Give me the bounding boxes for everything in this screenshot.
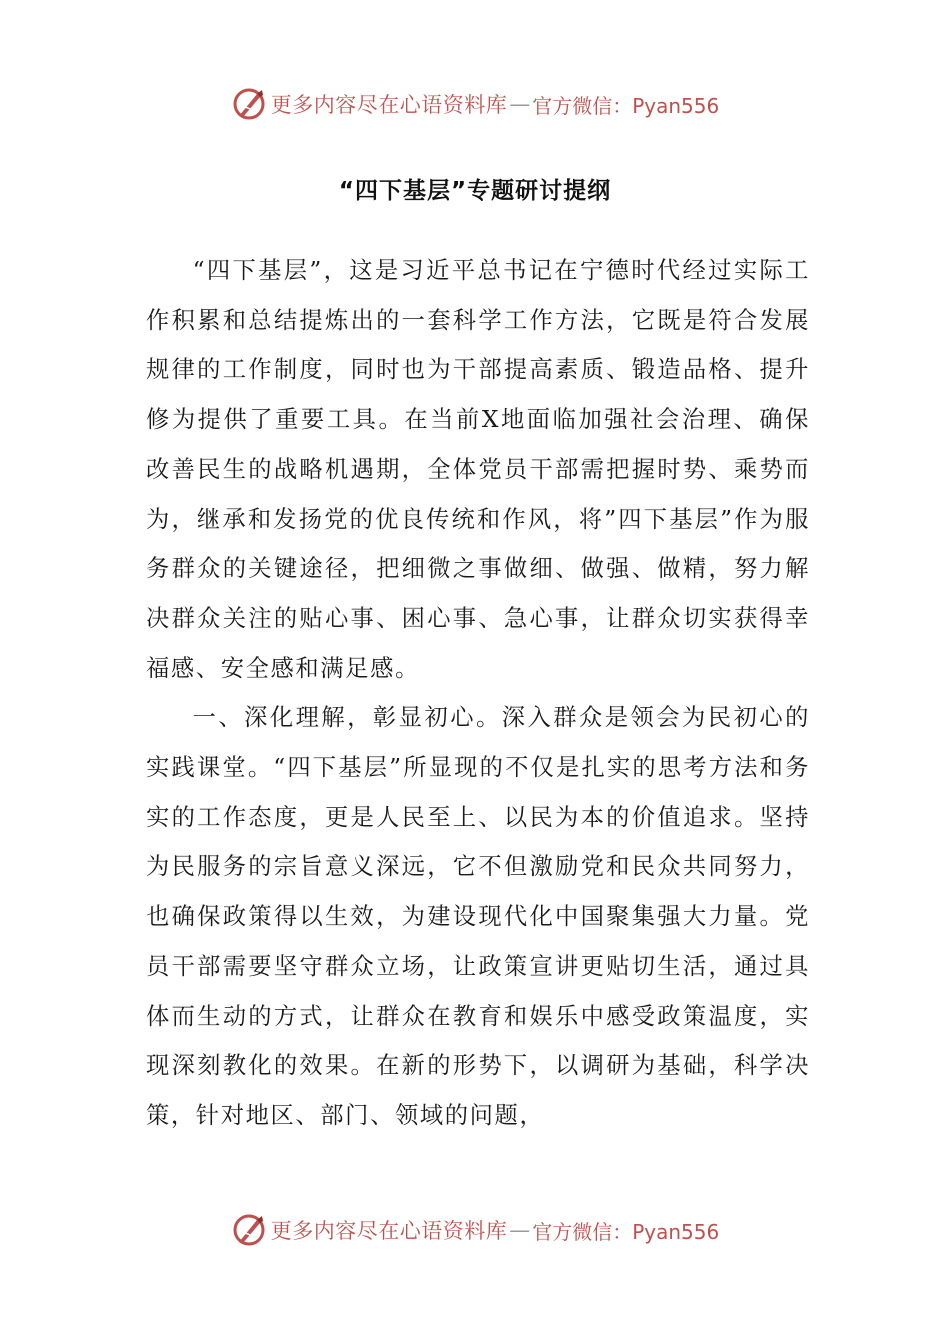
section-one-paragraph: 一、深化理解，彰显初心。深入群众是领会为民初心的实践课堂。“四下基层”所显现的不仅是扎实的思考方法和务实的工作态度，更是人民至上、以民为本的价值追求。坚持为民服务的宗旨意义深远，它不但激励党和民众共同努力，也确保政策得以生效，为建设现代化中国聚集强大力量。党员干部需要坚守群众立场，让政策宣讲更贴切生活，通过具体而生动的方式，让群众在教育和娱乐中感受政策温度，实现深刻教化的效果。在新的形势下，以调研为基础，科学决策，针对地区、部门、领域的问题， (146, 704, 810, 1129)
banner-wechat: 官方微信：Pyan556 (532, 1219, 720, 1244)
document-title: “四下基层”专题研讨提纲 (338, 178, 612, 204)
banner-separator: — (509, 1218, 531, 1242)
quill-logo-icon (231, 1212, 267, 1248)
banner-text: 更多内容尽在心语资料库 (270, 93, 508, 117)
banner-wechat: 官方微信：Pyan556 (532, 93, 720, 118)
header-banner (0, 82, 950, 126)
footer-banner (0, 1208, 950, 1252)
banner-text: 更多内容尽在心语资料库 (270, 1219, 508, 1243)
banner-separator: — (509, 92, 531, 116)
quill-logo-icon (231, 86, 267, 122)
intro-paragraph: “四下基层”，这是习近平总书记在宁德时代经过实际工作积累和总结提炼出的一套科学工作方法，它既是符合发展规律的工作制度，同时也为干部提高素质、锻造品格、提升修为提供了重要工具。在当前X地面临加强社会治理、确保改善民生的战略机遇期，全体党员干部需把握时势、乘势而为，继承和发扬党的优良传统和作风，将”四下基层”作为服务群众的关键途径，把细微之事做细、做强、做精，努力解决群众关注的贴心事、困心事、急心事，让群众切实获得幸福感、安全感和满足感。 (146, 257, 810, 682)
document-body (146, 246, 810, 1141)
